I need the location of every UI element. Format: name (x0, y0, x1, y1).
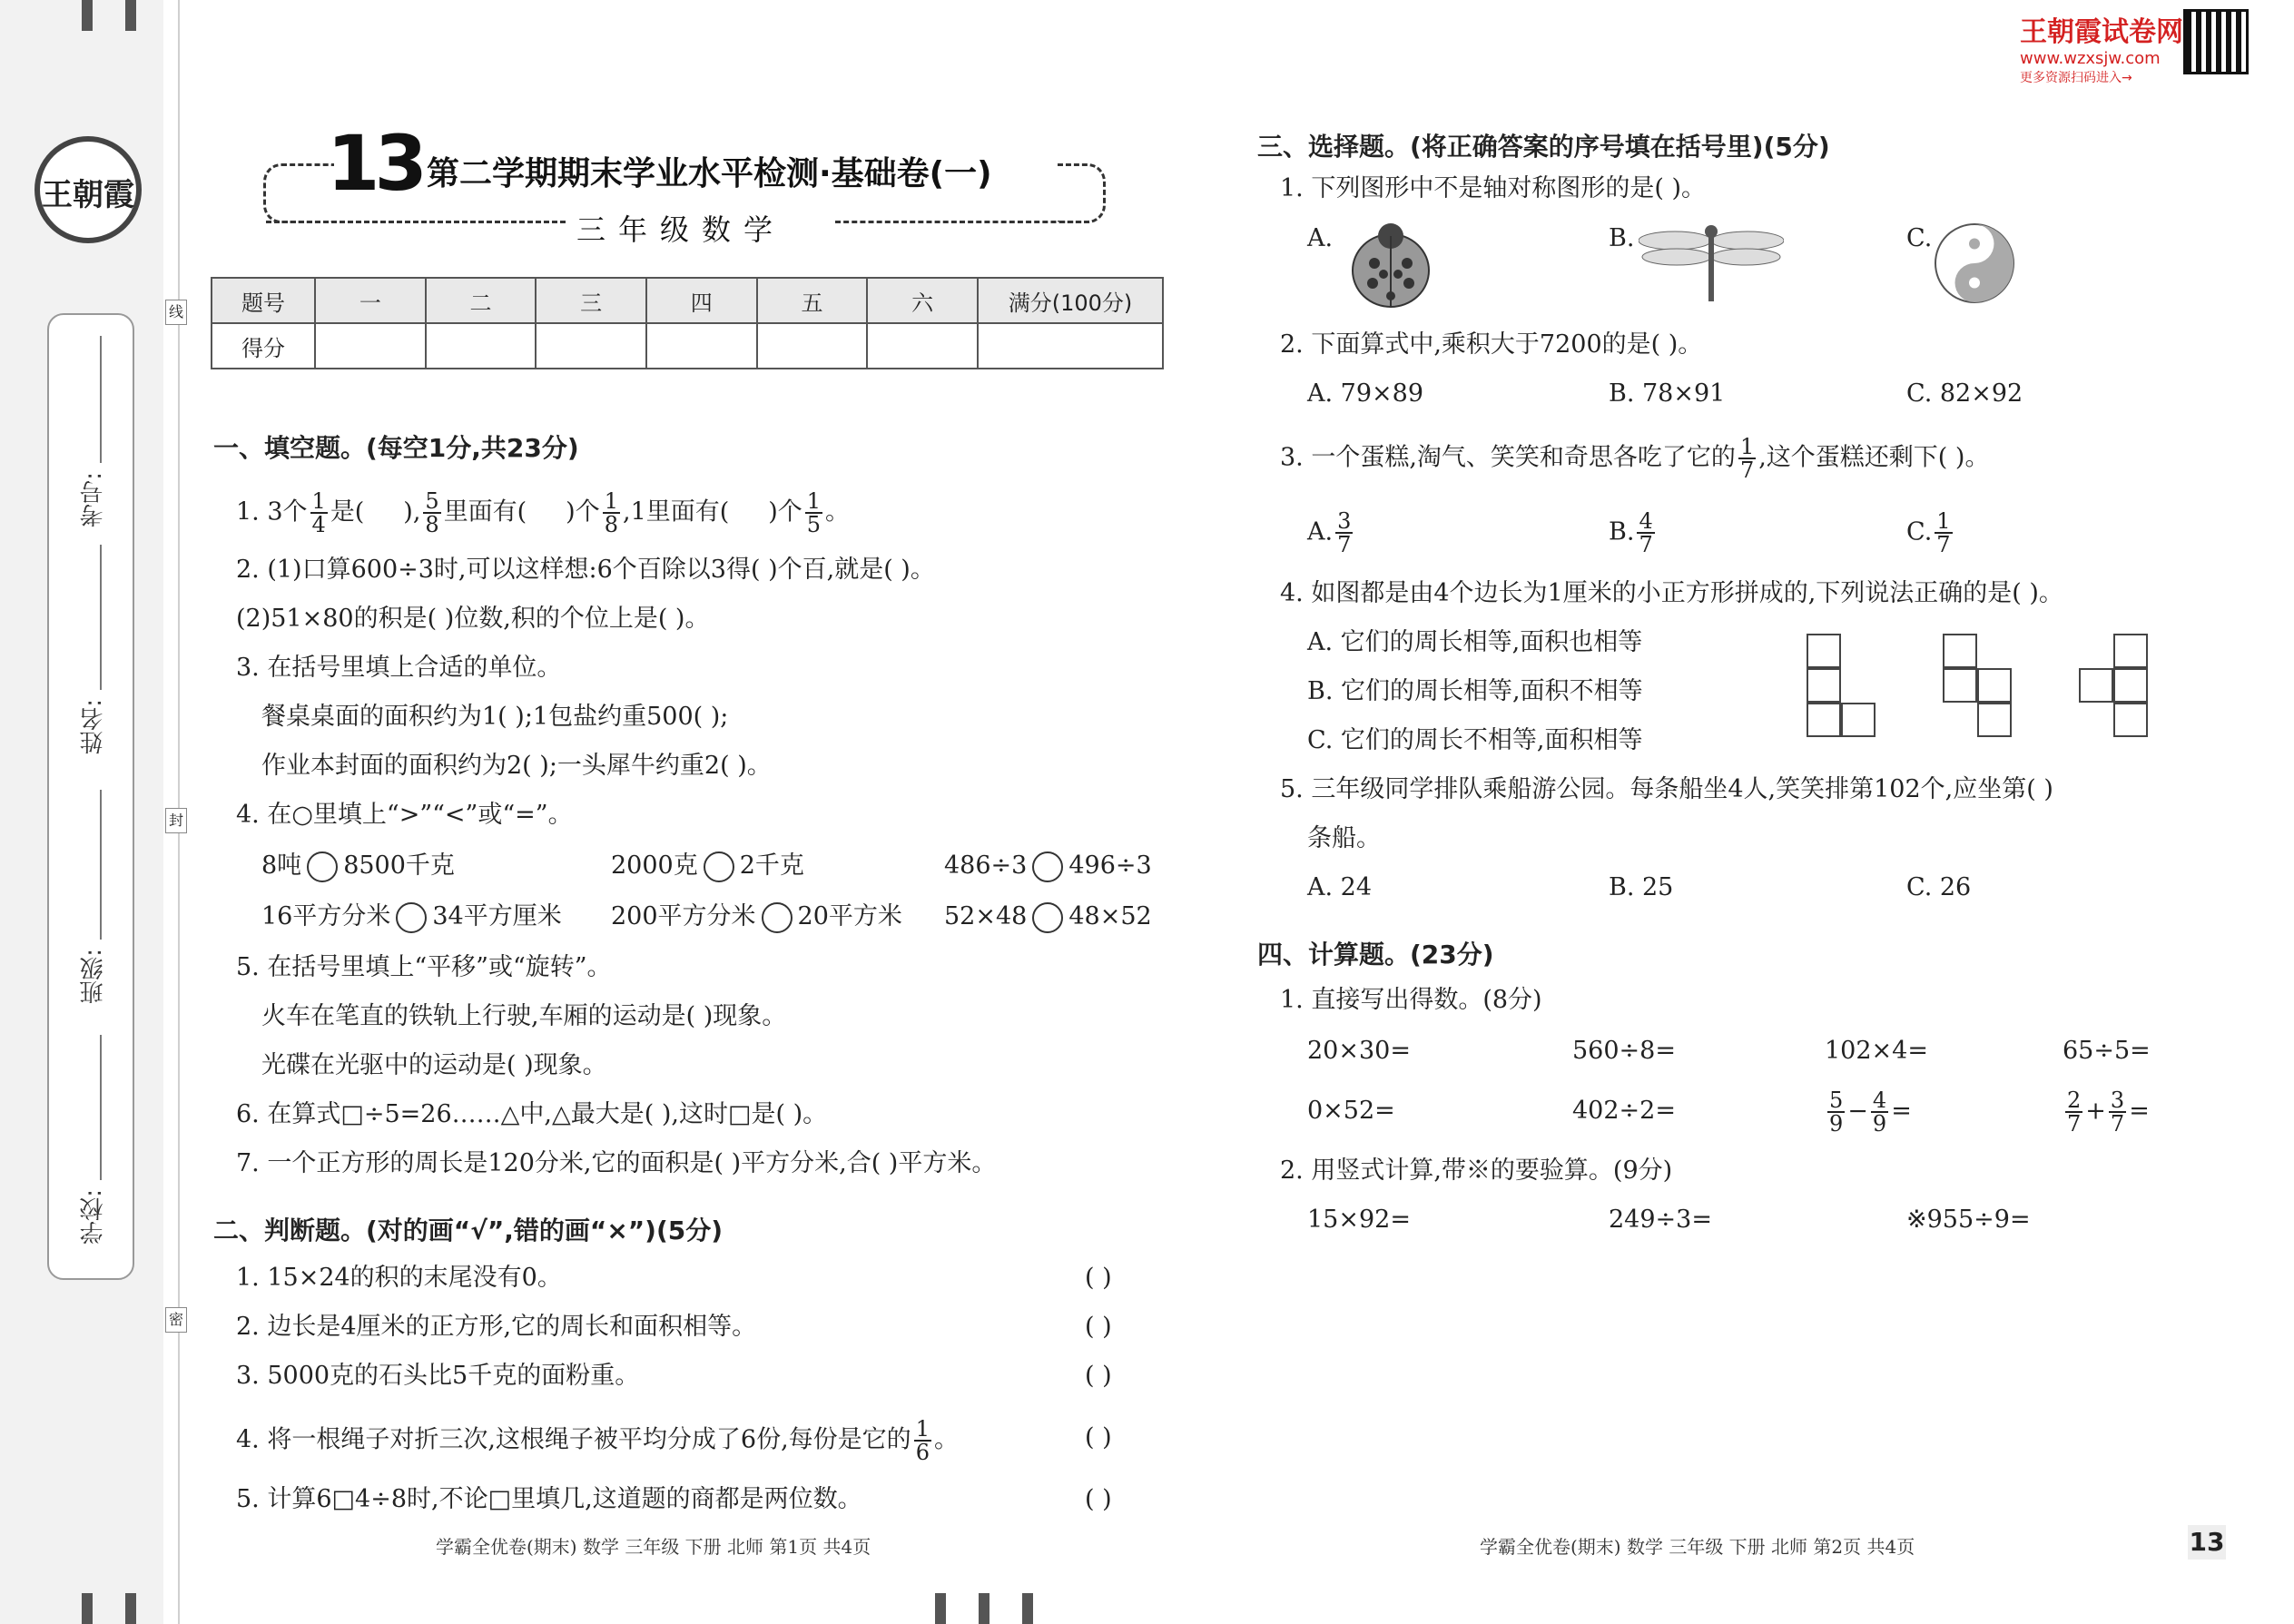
registration-mark (979, 1593, 989, 1624)
registration-mark (125, 1593, 136, 1624)
name-label: 姓名: (80, 699, 107, 754)
score-cell: 满分(100分) (978, 278, 1163, 323)
compare-circle[interactable] (762, 902, 793, 933)
score-input-cell[interactable] (536, 323, 646, 369)
score-input-cell[interactable] (978, 323, 1163, 369)
score-table-header-row (212, 278, 1163, 323)
calc-item: 15×92= (1307, 1206, 1411, 1234)
score-table-score-row (212, 323, 1163, 369)
s1-q5b: 光碟在光驱中的运动是( )现象。 (261, 1051, 607, 1079)
s1-q4-item: 8吨 8500千克 (261, 850, 455, 882)
s3-q3: 3. 一个蛋糕,淘气、笑笑和奇思各吃了它的 $\frac{1}{7}$ ,这个蛋糕还剩下( )。 (1280, 434, 1990, 483)
site-logo: 王朝霞试卷网 www.wzxsjw.com 更多资源扫码进入→ (2020, 16, 2183, 85)
answer-bracket[interactable]: ( ) (1085, 1423, 1112, 1452)
s1-q1: 1. 3个 $\frac{1}{4}$ 是( ), $\frac{5}{8}$ 里面有( )个 $\frac{1}{8}$ ,1里面有( )个 $\frac{1}{5}$ 。 (236, 488, 851, 537)
s3-q5-opt: C. 26 (1906, 873, 1972, 901)
s3-q1-opt-c: C. (1906, 224, 1933, 252)
name-line (100, 545, 102, 690)
s3-q1-opt-b: B. (1609, 224, 1635, 252)
s3-q5: 5. 三年级同学排队乘船游公园。每条船坐4人,笑笑排第102个,应坐第( ) (1280, 775, 2053, 803)
yin-yang-icon (1934, 222, 2015, 304)
calc-item: 0×52= (1307, 1097, 1395, 1125)
compare-circle[interactable] (1032, 902, 1063, 933)
answer-bracket[interactable]: ( ) (1085, 1485, 1112, 1513)
s3-q2: 2. 下面算式中,乘积大于7200的是( )。 (1280, 330, 1703, 359)
s3-q2-opt: B. 78×91 (1609, 379, 1726, 408)
calc-item: 102×4= (1825, 1037, 1928, 1065)
s1-q2b: (2)51×80的积是( )位数,积的个位上是( )。 (236, 605, 710, 633)
exam-number: 13 (327, 119, 422, 208)
calc-item: $\frac{2}{7}$ + $\frac{3}{7}$ = (2067, 1088, 2150, 1137)
s1-q5a: 火车在笔直的铁轨上行驶,车厢的运动是( )现象。 (261, 1002, 787, 1030)
score-cell: 五 (757, 278, 868, 323)
s1-q3b: 作业本封面的面积约为2( );一头犀牛约重2( )。 (261, 752, 772, 780)
calc-item: 560÷8= (1572, 1037, 1676, 1065)
registration-mark (935, 1593, 946, 1624)
score-cell: 三 (536, 278, 646, 323)
registration-mark (82, 0, 93, 31)
s1-q4-item: 16平方分米 34平方厘米 (261, 901, 562, 933)
ladybug-icon (1345, 218, 1436, 309)
binding-mark-secret: 密 (165, 1307, 187, 1333)
binding-mark-seal: 封 (165, 808, 187, 833)
s3-q4-opt: C. 它们的周长不相等,面积相等 (1307, 726, 1643, 754)
section4-heading: 四、计算题。(23分) (1257, 940, 1494, 969)
s3-q2-opt: C. 82×92 (1906, 379, 2023, 408)
s1-q3a: 餐桌桌面的面积约为1( );1包盐约重500( ); (261, 703, 729, 731)
s1-q4: 4. 在○里填上“>”“<”或“=”。 (236, 801, 573, 829)
calc-item: 249÷3= (1609, 1206, 1712, 1234)
exam-number-line (100, 336, 102, 463)
s1-q4-item: 2000克 2千克 (611, 850, 804, 882)
dragonfly-icon (1639, 222, 1784, 304)
exam-subtitle: 三年级数学 (576, 212, 786, 247)
student-info-box (47, 313, 134, 1280)
s3-q5-opt: A. 24 (1307, 873, 1373, 901)
score-cell: 一 (315, 278, 426, 323)
s3-q1: 1. 下列图形中不是轴对称图形的是( )。 (1280, 174, 1706, 202)
exam-number-label: 考号: (80, 472, 107, 527)
score-input-cell[interactable] (315, 323, 426, 369)
calc-item: ※955÷9= (1906, 1206, 2031, 1234)
registration-mark (82, 1593, 93, 1624)
qr-code-icon (2183, 9, 2249, 74)
s2-item: 2. 边长是4厘米的正方形,它的周长和面积相等。 (236, 1313, 757, 1341)
compare-circle[interactable] (704, 851, 734, 882)
section2-heading: 二、判断题。(对的画“√”,错的画“×”)(5分) (213, 1216, 724, 1245)
footer-left: 学霸全优卷(期末) 数学 三年级 下册 北师 第1页 共4页 (436, 1536, 871, 1558)
answer-bracket[interactable]: ( ) (1085, 1264, 1112, 1292)
calc-item: 20×30= (1307, 1037, 1411, 1065)
s3-q5-opt: B. 25 (1609, 873, 1674, 901)
s1-q3: 3. 在括号里填上合适的单位。 (236, 654, 562, 682)
section1-heading: 一、填空题。(每空1分,共23分) (213, 433, 579, 463)
s4-q1: 1. 直接写出得数。(8分) (1280, 986, 1542, 1014)
score-input-cell[interactable] (867, 323, 978, 369)
score-cell: 得分 (212, 323, 315, 369)
s1-q4-item: 486÷3 496÷3 (944, 850, 1152, 882)
score-input-cell[interactable] (757, 323, 868, 369)
s1-q4-item: 200平方分米 20平方米 (611, 901, 902, 933)
binding-mark-line: 线 (165, 300, 187, 325)
calc-item: $\frac{5}{9}$ − $\frac{4}{9}$ = (1829, 1088, 1912, 1137)
school-label: 学校: (80, 1189, 107, 1245)
s1-q7: 7. 一个正方形的周长是120分米,它的面积是( )平方分米,合( )平方米。 (236, 1149, 997, 1177)
score-table (211, 277, 1164, 369)
score-cell: 题号 (212, 278, 315, 323)
score-cell: 六 (867, 278, 978, 323)
calc-item: 65÷5= (2063, 1037, 2151, 1065)
s3-q4: 4. 如图都是由4个边长为1厘米的小正方形拼成的,下列说法正确的是( )。 (1280, 579, 2063, 607)
s1-q2a: 2. (1)口算600÷3时,可以这样想:6个百除以3得( )个百,就是( )。 (236, 556, 935, 584)
section3-heading: 三、选择题。(将正确答案的序号填在括号里)(5分) (1257, 132, 1830, 162)
answer-bracket[interactable]: ( ) (1085, 1362, 1112, 1390)
page-number: 13 (2188, 1525, 2226, 1560)
compare-circle[interactable] (1032, 851, 1063, 882)
s3-q3-opt: B. $\frac{4}{7}$ (1609, 508, 1653, 557)
calc-item: 402÷2= (1572, 1097, 1676, 1125)
class-line (100, 790, 102, 940)
s3-q3-opt: C. $\frac{1}{7}$ (1906, 508, 1951, 557)
s3-q5-cont: 条船。 (1307, 824, 1381, 852)
s2-item: 5. 计算6□4÷8时,不论□里填几,这道题的商都是两位数。 (236, 1485, 862, 1513)
s3-q4-opt: A. 它们的周长相等,面积也相等 (1307, 628, 1643, 656)
s3-q2-opt: A. 79×89 (1307, 379, 1423, 408)
s1-q6: 6. 在算式□÷5=26……△中,△最大是( ),这时□是( )。 (236, 1100, 828, 1128)
answer-bracket[interactable]: ( ) (1085, 1313, 1112, 1341)
exam-main-title: 第二学期期末学业水平检测·基础卷(一) (427, 155, 992, 192)
footer-right: 学霸全优卷(期末) 数学 三年级 下册 北师 第2页 共4页 (1480, 1536, 1915, 1558)
class-label: 班级: (80, 949, 107, 1004)
s3-q1-opt-a: A. (1307, 224, 1334, 252)
s2-item: 1. 15×24的积的末尾没有0。 (236, 1264, 562, 1292)
score-cell: 二 (426, 278, 537, 323)
compare-circle[interactable] (396, 902, 427, 933)
compare-circle[interactable] (307, 851, 338, 882)
exam-title (259, 119, 1108, 247)
school-line (100, 1035, 102, 1180)
score-input-cell[interactable] (646, 323, 757, 369)
s3-q4-opt: B. 它们的周长相等,面积不相等 (1307, 677, 1643, 705)
s2-item: 3. 5000克的石头比5千克的面粉重。 (236, 1362, 640, 1390)
s1-q5: 5. 在括号里填上“平移”或“旋转”。 (236, 953, 612, 981)
s1-q4-item: 52×48 48×52 (944, 901, 1152, 933)
brand-seal-logo: 王朝霞 (34, 136, 142, 243)
registration-mark (125, 0, 136, 31)
score-input-cell[interactable] (426, 323, 537, 369)
s2-item: 4. 将一根绳子对折三次,这根绳子被平均分成了6份,每份是它的 $\frac{1}{6}$ 。 (236, 1416, 959, 1465)
registration-mark (1022, 1593, 1033, 1624)
score-cell: 四 (646, 278, 757, 323)
s4-q2: 2. 用竖式计算,带※的要验算。(9分) (1280, 1156, 1673, 1185)
s3-q3-opt: A. $\frac{3}{7}$ (1307, 508, 1352, 557)
